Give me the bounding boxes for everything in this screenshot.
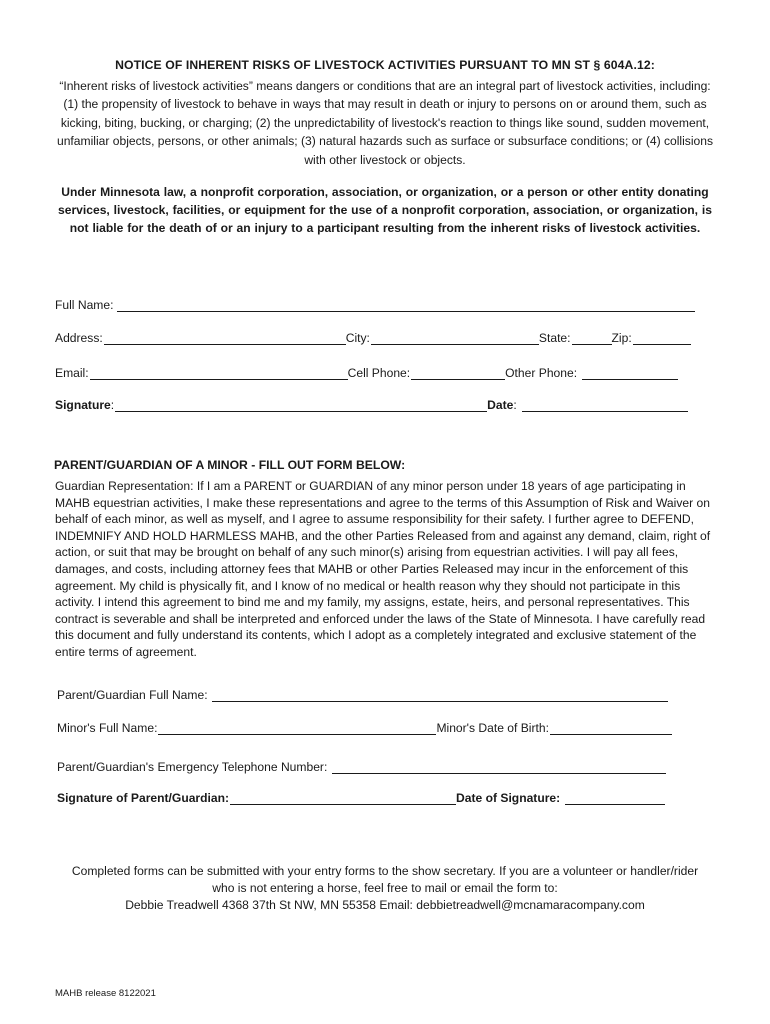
date-of-signature-label: Date of Signature: — [456, 791, 561, 805]
submission-instructions — [40, 863, 730, 913]
other-phone-field[interactable] — [582, 367, 678, 380]
email-label: Email: — [55, 366, 89, 380]
minor-dob-label: Minor's Date of Birth: — [436, 721, 549, 735]
submission-line-2: who is not entering a horse, feel free to mail or email the form to: — [212, 880, 558, 895]
date-label: Date — [487, 398, 514, 412]
cell-phone-field[interactable] — [411, 367, 505, 380]
date-colon: : — [513, 398, 517, 412]
minor-row — [57, 719, 672, 735]
email-field[interactable] — [90, 367, 348, 380]
full-name-field[interactable] — [117, 299, 695, 312]
zip-label: Zip: — [611, 331, 632, 345]
submission-line-1: Completed forms can be submitted with your entry forms to the show secretary. If you are a volunteer or handler/rider — [71, 864, 699, 878]
full-name-label: Full Name: — [55, 298, 114, 312]
parent-signature-label: Signature of Parent/Guardian: — [57, 791, 230, 805]
minor-full-name-label: Minor's Full Name: — [57, 721, 158, 735]
cell-phone-label: Cell Phone: — [347, 366, 411, 380]
signature-row — [55, 396, 688, 412]
date-of-signature-field[interactable] — [565, 792, 665, 805]
contact-row — [55, 364, 678, 380]
address-label: Address: — [55, 331, 103, 345]
date-field[interactable] — [522, 399, 688, 412]
submission-line-3: Debbie Treadwell 4368 37th St NW, MN 55358 Email: debbietreadwell@mcnamaracompany.com — [125, 897, 645, 912]
address-field[interactable] — [104, 332, 346, 345]
minor-dob-field[interactable] — [550, 722, 672, 735]
statute-statement: Under Minnesota law, a nonprofit corporation, association, or organization, or a person or other entity donating services, livestock, facilities, or equipment for the use of a nonprofit corporation, association, or organization, is not liable for the death of or an injury to a participant resulting from the inherent risks of livestock activities. — [58, 185, 712, 236]
address-row — [55, 329, 691, 345]
signature-field[interactable] — [115, 399, 487, 412]
form-version-footer: MAHB release 8122021 — [55, 988, 156, 999]
parent-full-name-label: Parent/Guardian Full Name: — [57, 688, 208, 702]
full-name-row — [55, 296, 695, 312]
signature-label: Signature — [55, 398, 111, 412]
parent-full-name-field[interactable] — [212, 689, 668, 702]
parent-signature-field[interactable] — [230, 792, 456, 805]
inherent-risks-definition: “Inherent risks of livestock activities” means dangers or conditions that are an integral part of livestock activities, including: (1) the propensity of livestock to behave in ways that may result in death or injury to persons on or around them, such as kicking, biting, bucking, or charging; (2) the unpredictability of livestock's reaction to things like sound, sudden movement, unfamiliar objects, persons, or other animals; (3) natural hazards such as surface or subsurface conditions; or (4) collisions with other livestock or objects. — [56, 79, 714, 167]
parent-name-row — [57, 686, 668, 702]
emergency-phone-field[interactable] — [332, 761, 666, 774]
emergency-phone-row — [57, 758, 666, 774]
signature-colon: : — [110, 398, 115, 412]
zip-field[interactable] — [633, 332, 691, 345]
state-field[interactable] — [572, 332, 612, 345]
city-field[interactable] — [371, 332, 539, 345]
guardian-section-heading: PARENT/GUARDIAN OF A MINOR - FILL OUT FORM BELOW: — [54, 458, 406, 472]
minor-full-name-field[interactable] — [158, 722, 436, 735]
city-label: City: — [345, 331, 370, 345]
state-label: State: — [538, 331, 571, 345]
parent-signature-row — [57, 789, 665, 805]
emergency-phone-label: Parent/Guardian's Emergency Telephone Number: — [57, 760, 328, 774]
other-phone-label: Other Phone: — [505, 366, 578, 380]
guardian-representation: Guardian Representation: If I am a PARENT or GUARDIAN of any minor person under 18 years of age participating in MAHB equestrian activities, I make these representations and agree to the terms of this Assumption of Risk and Waiver on behalf of each minor, as well as myself, and I agree to assume responsibility for their safety. I further agree to DEFEND, INDEMNIFY AND HOLD HARMLESS MAHB, and the other Parties Released from and against any demand, claim, right of action, or suit that may be brought on behalf of any such minor(s) arising from equestrian activities. I will pay all fees, damages, and costs, including attorney fees that MAHB or other Parties Released may incur in the enforcement of this agreement. My child is physically fit, and I know of no medical or health reason why they should not participate in this activity. I intend this agreement to bind me and my family, my assigns, estate, heirs, and personal representatives. This contract is severable and shall be interpreted and enforced under the laws of the State of Minnesota. I have carefully read this document and fully understand its contents, which I adopt as a completely integrated and exclusive statement of the entire terms of agreement. — [55, 479, 711, 659]
notice-title: NOTICE OF INHERENT RISKS OF LIVESTOCK ACTIVITIES PURSUANT TO MN ST § 604A.12: — [115, 58, 655, 72]
